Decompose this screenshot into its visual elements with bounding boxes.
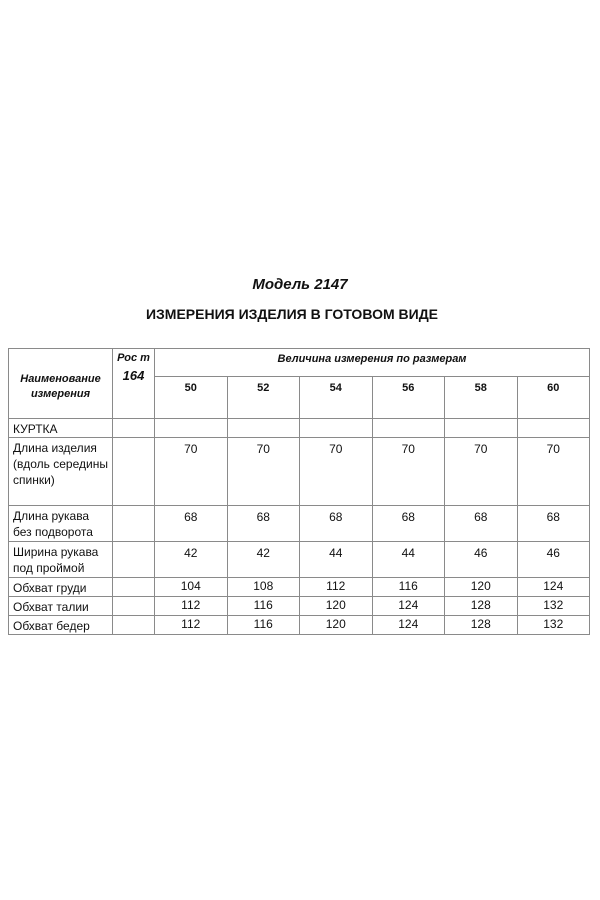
- table-cell: [113, 578, 155, 597]
- table-cell: 68: [227, 506, 300, 542]
- table-cell: [372, 419, 445, 438]
- size-header: 50: [155, 377, 228, 419]
- size-header: 52: [227, 377, 300, 419]
- table-row: [9, 506, 590, 542]
- table-cell: 44: [300, 542, 373, 578]
- table-cell: 70: [227, 438, 300, 506]
- size-header: 54: [300, 377, 373, 419]
- table-cell: 42: [227, 542, 300, 578]
- table-cell: 116: [372, 578, 445, 597]
- size-header: 56: [372, 377, 445, 419]
- section-label: КУРТКА: [9, 419, 113, 438]
- table-cell: 120: [445, 578, 518, 597]
- table-cell: 70: [372, 438, 445, 506]
- table-cell: 104: [155, 578, 228, 597]
- table-cell: 124: [517, 578, 590, 597]
- table-cell: 46: [517, 542, 590, 578]
- row-label: Обхват талии: [9, 597, 113, 616]
- document-title: ИЗМЕРЕНИЯ ИЗДЕЛИЯ В ГОТОВОМ ВИДЕ: [145, 306, 439, 322]
- table-cell: 68: [155, 506, 228, 542]
- row-label: Ширина рукава под проймой: [9, 542, 113, 578]
- table-cell: [113, 438, 155, 506]
- size-header: 58: [445, 377, 518, 419]
- table-cell: 116: [227, 616, 300, 635]
- table-cell: 124: [372, 597, 445, 616]
- table-cell: 68: [517, 506, 590, 542]
- table-cell: 44: [372, 542, 445, 578]
- table-cell: 120: [300, 597, 373, 616]
- table-header-row: [9, 349, 590, 377]
- table-cell: [300, 419, 373, 438]
- table-cell: [113, 506, 155, 542]
- table-cell: 70: [445, 438, 518, 506]
- table-cell: 70: [155, 438, 228, 506]
- table-cell: 68: [445, 506, 518, 542]
- table-cell: 124: [372, 616, 445, 635]
- table-cell: 108: [227, 578, 300, 597]
- table-cell: [113, 597, 155, 616]
- table-cell: [113, 616, 155, 635]
- table-row: [9, 438, 590, 506]
- table-row: [9, 597, 590, 616]
- table-cell: 70: [300, 438, 373, 506]
- table-cell: 132: [517, 597, 590, 616]
- table-cell: 116: [227, 597, 300, 616]
- height-label: Рос т: [117, 352, 150, 364]
- table-cell: [113, 542, 155, 578]
- section-row: [9, 419, 590, 438]
- table-cell: 128: [445, 597, 518, 616]
- table-cell: 120: [300, 616, 373, 635]
- table-row: [9, 542, 590, 578]
- table-cell: [155, 419, 228, 438]
- table-cell: 68: [300, 506, 373, 542]
- table-cell: 46: [445, 542, 518, 578]
- column-header-height: [113, 349, 155, 419]
- height-value: 164: [122, 368, 145, 383]
- table-cell: 42: [155, 542, 228, 578]
- measurements-table: [8, 348, 590, 635]
- table-cell: 112: [155, 597, 228, 616]
- column-header-sizes: Величина измерения по размерам: [155, 349, 590, 377]
- table-row: [9, 616, 590, 635]
- table-cell: 68: [372, 506, 445, 542]
- model-title: Модель 2147: [252, 276, 348, 293]
- table-cell: [517, 419, 590, 438]
- row-label: Обхват груди: [9, 578, 113, 597]
- table-row: [9, 578, 590, 597]
- size-header: 60: [517, 377, 590, 419]
- table-cell: [113, 419, 155, 438]
- table-cell: [227, 419, 300, 438]
- table-cell: 128: [445, 616, 518, 635]
- table-cell: 132: [517, 616, 590, 635]
- row-label: Обхват бедер: [9, 616, 113, 635]
- table-cell: 70: [517, 438, 590, 506]
- table-cell: 112: [155, 616, 228, 635]
- table-cell: 112: [300, 578, 373, 597]
- row-label: Длина изделия (вдоль середины спинки): [9, 438, 113, 506]
- column-header-name: Наименование измерения: [9, 349, 113, 419]
- table-cell: [445, 419, 518, 438]
- row-label: Длина рукава без подворота: [9, 506, 113, 542]
